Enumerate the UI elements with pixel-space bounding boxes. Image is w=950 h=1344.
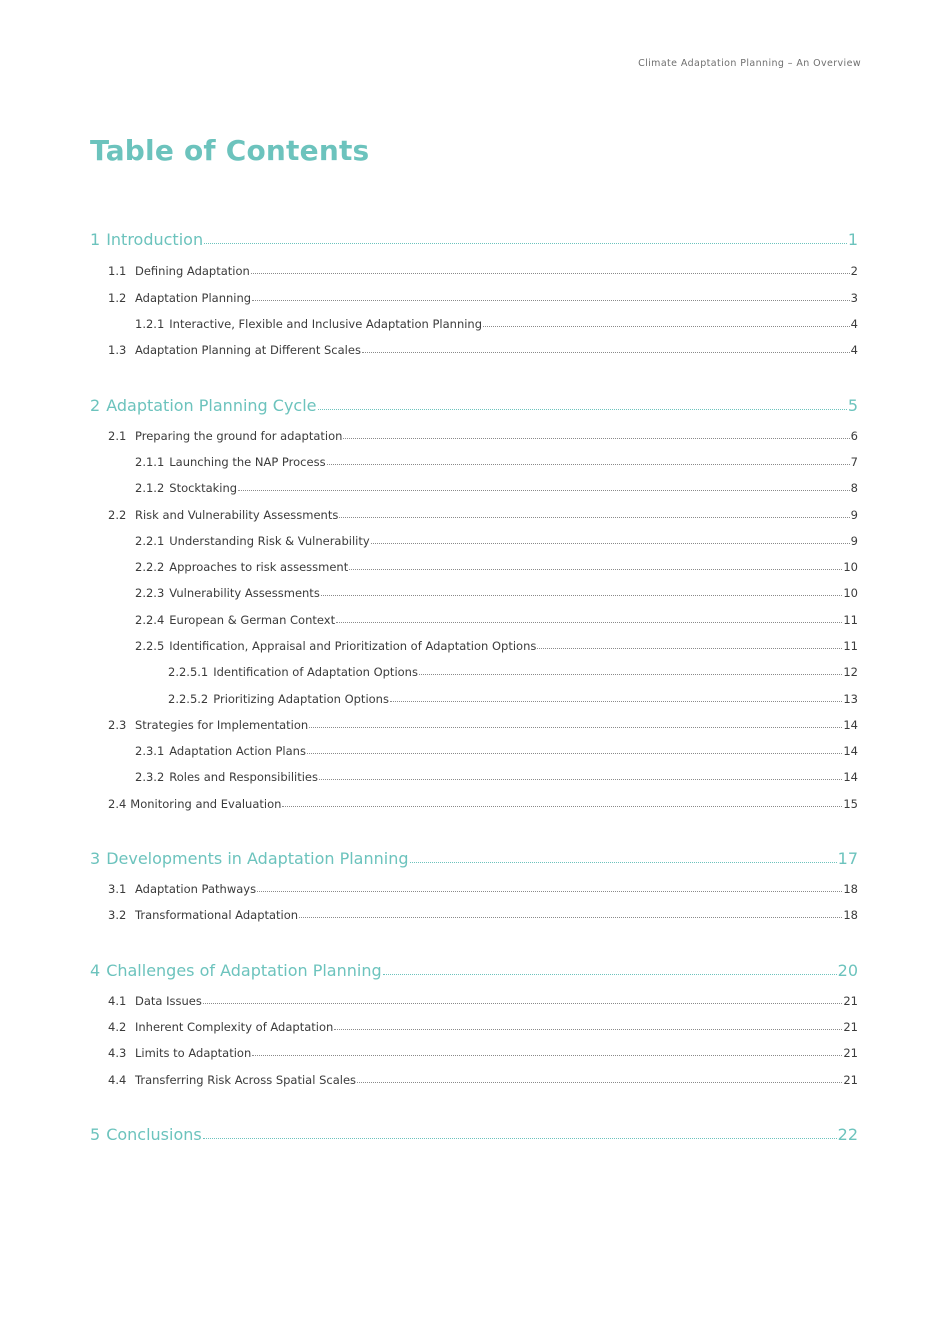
toc-entry-page-number: 21 — [843, 1046, 858, 1060]
toc-entry-label: Preparing the ground for adaptation — [135, 429, 343, 443]
toc-entry-4[interactable] — [90, 961, 858, 980]
dot-leader — [327, 464, 850, 465]
toc-entry-3-2[interactable] — [108, 908, 858, 922]
toc-entry-number: 2.2.1 — [135, 534, 165, 548]
toc-entry-label: Transferring Risk Across Spatial Scales — [135, 1073, 357, 1087]
dot-leader — [537, 648, 842, 649]
toc-entry-page-number: 18 — [843, 908, 858, 922]
toc-entry-number: 2.2.5 — [135, 639, 165, 653]
dot-leader — [204, 243, 847, 244]
toc-entry-label: Identification of Adaptation Options — [213, 665, 418, 679]
toc-entry-number: 2.2.3 — [135, 586, 165, 600]
toc-entry-number: 4.3 — [108, 1046, 127, 1060]
toc-entry-2-2-4[interactable] — [135, 613, 858, 627]
dot-leader — [390, 701, 842, 702]
toc-entry-page-number: 7 — [850, 455, 858, 469]
toc-entry-2-3[interactable] — [108, 718, 858, 732]
toc-entry-4-4[interactable] — [108, 1073, 858, 1087]
toc-entry-number: 4.2 — [108, 1020, 127, 1034]
toc-entry-number: 2.1.1 — [135, 455, 165, 469]
dot-leader — [319, 779, 842, 780]
dot-leader — [383, 974, 837, 975]
toc-entry-2-1[interactable] — [108, 429, 858, 443]
toc-entry-page-number: 22 — [837, 1125, 858, 1144]
toc-entry-page-number: 11 — [843, 639, 858, 653]
toc-entry-label: Interactive, Flexible and Inclusive Adaptation Planning — [169, 317, 483, 331]
toc-entry-number: 2.3 — [108, 718, 127, 732]
toc-entry-4-3[interactable] — [108, 1046, 858, 1060]
toc-entry-page-number: 17 — [837, 849, 858, 868]
toc-entry-label: Identification, Appraisal and Prioritization of Adaptation Options — [169, 639, 537, 653]
toc-entry-number: 2.3.1 — [135, 744, 165, 758]
toc-entry-page-number: 15 — [843, 797, 858, 811]
dot-leader — [362, 352, 850, 353]
toc-entry-label: Adaptation Planning at Different Scales — [135, 343, 361, 357]
toc-entry-number: 5 — [90, 1125, 101, 1144]
toc-entry-number: 1.3 — [108, 343, 127, 357]
toc-entry-number: 4.1 — [108, 994, 127, 1008]
toc-entry-2-1-1[interactable] — [135, 455, 858, 469]
toc-entry-page-number: 21 — [843, 994, 858, 1008]
toc-entry-number: 4.4 — [108, 1073, 127, 1087]
toc-entry-page-number: 8 — [850, 481, 858, 495]
toc-entry-number: 2.2 — [108, 508, 127, 522]
dot-leader — [203, 1003, 843, 1004]
toc-entry-2-2[interactable] — [108, 508, 858, 522]
dot-leader — [321, 595, 843, 596]
toc-entry-page-number: 14 — [843, 744, 858, 758]
dot-leader — [257, 891, 842, 892]
toc-entry-page-number: 20 — [837, 961, 858, 980]
toc-entry-2-2-1[interactable] — [135, 534, 858, 548]
toc-entry-number: 3.2 — [108, 908, 127, 922]
toc-entry-number: 4 — [90, 961, 101, 980]
toc-entry-label: Prioritizing Adaptation Options — [213, 692, 389, 706]
dot-leader — [410, 862, 837, 863]
toc-entry-page-number: 14 — [843, 770, 858, 784]
toc-entry-page-number: 12 — [843, 665, 858, 679]
toc-entry-5[interactable] — [90, 1125, 858, 1144]
toc-entry-label: Defining Adaptation — [135, 264, 250, 278]
toc-entry-2-3-1[interactable] — [135, 744, 858, 758]
dot-leader — [334, 1029, 842, 1030]
toc-entry-label: Adaptation Planning — [135, 291, 252, 305]
toc-entry-2-2-5[interactable] — [135, 639, 858, 653]
dot-leader — [343, 438, 849, 439]
dot-leader — [282, 806, 842, 807]
toc-entry-label: Risk and Vulnerability Assessments — [135, 508, 339, 522]
dot-leader — [336, 622, 842, 623]
dot-leader — [203, 1138, 837, 1139]
toc-entry-number: 1.2.1 — [135, 317, 165, 331]
toc-entry-3-1[interactable] — [108, 882, 858, 896]
dot-leader — [252, 300, 850, 301]
toc-entry-label: Stocktaking — [169, 481, 238, 495]
toc-entry-number: 3.1 — [108, 882, 127, 896]
toc-entry-page-number: 4 — [850, 343, 858, 357]
toc-entry-page-number: 2 — [850, 264, 858, 278]
running-header: Climate Adaptation Planning – An Overview — [638, 58, 861, 69]
toc-entry-number: 2 — [90, 396, 101, 415]
dot-leader — [299, 917, 842, 918]
toc-entry-page-number: 10 — [843, 560, 858, 574]
toc-entry-page-number: 14 — [843, 718, 858, 732]
toc-entry-label: Adaptation Action Plans — [169, 744, 306, 758]
toc-entry-label: Adaptation Planning Cycle — [106, 396, 317, 415]
dot-leader — [483, 326, 850, 327]
toc-entry-page-number: 1 — [847, 230, 858, 249]
toc-entry-2-2-5-1[interactable] — [168, 665, 858, 679]
dot-leader — [252, 1055, 842, 1056]
toc-entry-1-3[interactable] — [108, 343, 858, 357]
toc-entry-page-number: 21 — [843, 1020, 858, 1034]
toc-entry-page-number: 6 — [850, 429, 858, 443]
toc-entry-number: 2.2.4 — [135, 613, 165, 627]
toc-entry-label: Data Issues — [135, 994, 202, 1008]
toc-entry-1[interactable] — [90, 230, 858, 249]
toc-entry-label: European & German Context — [169, 613, 336, 627]
toc-entry-page-number: 18 — [843, 882, 858, 896]
toc-entry-1-2[interactable] — [108, 291, 858, 305]
toc-entry-label: Understanding Risk & Vulnerability — [169, 534, 370, 548]
toc-entry-number: 1.2 — [108, 291, 127, 305]
toc-entry-page-number: 9 — [850, 534, 858, 548]
toc-entry-number: 2.2.5.2 — [168, 692, 209, 706]
toc-entry-number: 2.2.2 — [135, 560, 165, 574]
toc-entry-page-number: 5 — [847, 396, 858, 415]
toc-entry-2-2-3[interactable] — [135, 586, 858, 600]
toc-entry-page-number: 21 — [843, 1073, 858, 1087]
toc-entry-label: Developments in Adaptation Planning — [106, 849, 409, 868]
toc-entry-2-3-2[interactable] — [135, 770, 858, 784]
dot-leader — [371, 543, 850, 544]
toc-entry-1-1[interactable] — [108, 264, 858, 278]
toc-entry-page-number: 9 — [850, 508, 858, 522]
toc-entry-2-4[interactable] — [108, 797, 858, 811]
dot-leader — [251, 273, 850, 274]
dot-leader — [307, 753, 842, 754]
toc-entry-4-2[interactable] — [108, 1020, 858, 1034]
toc-entry-label: Limits to Adaptation — [135, 1046, 252, 1060]
toc-entry-number: 2.4 — [108, 797, 127, 811]
toc-entry-1-2-1[interactable] — [135, 317, 858, 331]
dot-leader — [357, 1082, 842, 1083]
toc-entry-page-number: 4 — [850, 317, 858, 331]
toc-entry-label: Conclusions — [106, 1125, 202, 1144]
toc-entry-label: Roles and Responsibilities — [169, 770, 318, 784]
toc-entry-label: Launching the NAP Process — [169, 455, 326, 469]
toc-entry-number: 3 — [90, 849, 101, 868]
dot-leader — [349, 569, 842, 570]
dot-leader — [238, 490, 850, 491]
toc-entry-number: 2.1 — [108, 429, 127, 443]
toc-entry-label: Introduction — [106, 230, 204, 249]
toc-entry-label: Transformational Adaptation — [135, 908, 299, 922]
toc-entry-2[interactable] — [90, 396, 858, 415]
dot-leader — [309, 727, 842, 728]
toc-entry-label: Challenges of Adaptation Planning — [106, 961, 382, 980]
dot-leader — [318, 409, 847, 410]
toc-entry-number: 2.2.5.1 — [168, 665, 209, 679]
toc-entry-2-2-2[interactable] — [135, 560, 858, 574]
toc-entry-number: 2.3.2 — [135, 770, 165, 784]
page-title: Table of Contents — [90, 134, 370, 167]
toc-entry-page-number: 13 — [843, 692, 858, 706]
dot-leader — [419, 674, 842, 675]
toc-entry-label: Monitoring and Evaluation — [130, 797, 282, 811]
dot-leader — [339, 517, 849, 518]
toc-entry-number: 1.1 — [108, 264, 127, 278]
toc-entry-label: Inherent Complexity of Adaptation — [135, 1020, 334, 1034]
toc-entry-label: Adaptation Pathways — [135, 882, 257, 896]
toc-entry-label: Vulnerability Assessments — [169, 586, 320, 600]
toc-entry-number: 2.1.2 — [135, 481, 165, 495]
toc-entry-label: Approaches to risk assessment — [169, 560, 349, 574]
toc-entry-label: Strategies for Implementation — [135, 718, 309, 732]
toc-entry-number: 1 — [90, 230, 101, 249]
toc-entry-3[interactable] — [90, 849, 858, 868]
toc-entry-page-number: 11 — [843, 613, 858, 627]
toc-entry-2-1-2[interactable] — [135, 481, 858, 495]
toc-entry-page-number: 3 — [850, 291, 858, 305]
toc-entry-4-1[interactable] — [108, 994, 858, 1008]
toc-entry-page-number: 10 — [843, 586, 858, 600]
toc-entry-2-2-5-2[interactable] — [168, 692, 858, 706]
